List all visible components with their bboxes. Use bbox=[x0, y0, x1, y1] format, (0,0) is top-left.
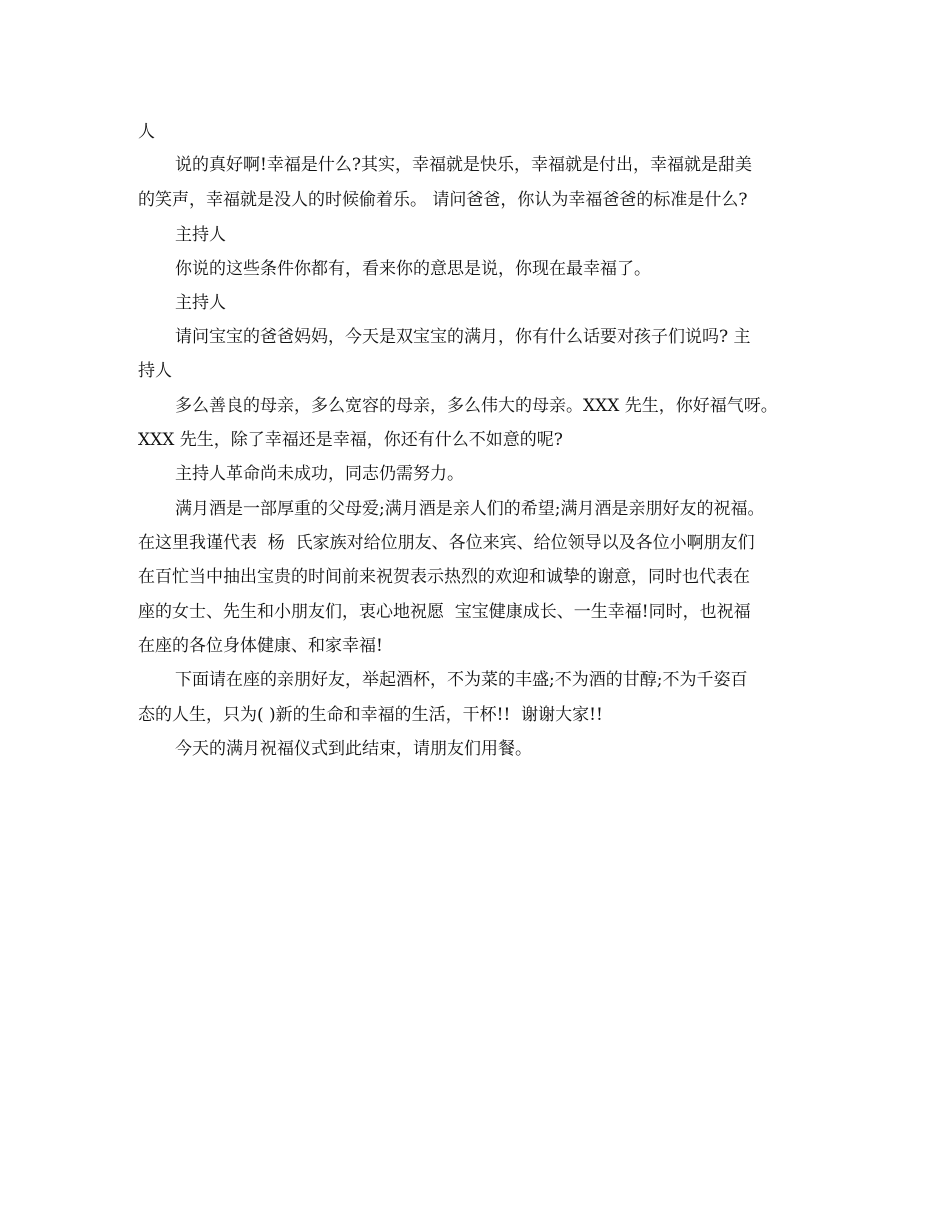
text-line: 在这里我谨代表 杨 氏家族对给位朋友、各位来宾、给位领导以及各位小啊朋友们 bbox=[138, 533, 755, 553]
text-line: 在百忙当中抽出宝贵的时间前来祝贺表示热烈的欢迎和诚挚的谢意，同时也代表在 bbox=[138, 567, 750, 587]
text-line: 在座的各位身体健康、和家幸福! bbox=[138, 636, 383, 656]
text-line: 主持人革命尚未成功，同志仍需努力。 bbox=[175, 464, 464, 484]
text-line: 说的真好啊!幸福是什么?其实，幸福就是快乐，幸福就是付出，幸福就是甜美 bbox=[175, 155, 752, 175]
text-line: 的笑声，幸福就是没人的时候偷着乐。 请问爸爸，你认为幸福爸爸的标准是什么? bbox=[138, 190, 748, 210]
text-line: 多么善良的母亲，多么宽容的母亲，多么伟大的母亲。XXX 先生，你好福气呀。 bbox=[175, 396, 778, 416]
text-line: 今天的满月祝福仪式到此结束，请朋友们用餐。 bbox=[175, 739, 532, 759]
text-line: 满月酒是一部厚重的父母爱;满月酒是亲人们的希望;满月酒是亲朋好友的祝福。 bbox=[175, 499, 765, 519]
text-line: 主持人 bbox=[175, 293, 226, 313]
text-line: 持人 bbox=[138, 361, 172, 381]
text-line: 你说的这些条件你都有，看来你的意思是说，你现在最幸福了。 bbox=[175, 259, 651, 279]
text-line: 座的女士、先生和小朋友们，衷心地祝愿 宝宝健康成长、一生幸福!同时，也祝福 bbox=[138, 602, 751, 622]
text-line: 请问宝宝的爸爸妈妈，今天是双宝宝的满月，你有什么话要对孩子们说吗? 主 bbox=[175, 327, 751, 347]
text-line: 下面请在座的亲朋好友，举起酒杯，不为菜的丰盛;不为酒的甘醇;不为千姿百 bbox=[175, 670, 748, 690]
text-line: 主持人 bbox=[175, 225, 226, 245]
text-line: 人 bbox=[138, 122, 155, 142]
text-line: 态的人生，只为( )新的生命和幸福的生活，干杯!! 谢谢大家!! bbox=[138, 705, 603, 725]
text-line: XXX 先生，除了幸福还是幸福，你还有什么不如意的呢? bbox=[138, 430, 563, 450]
